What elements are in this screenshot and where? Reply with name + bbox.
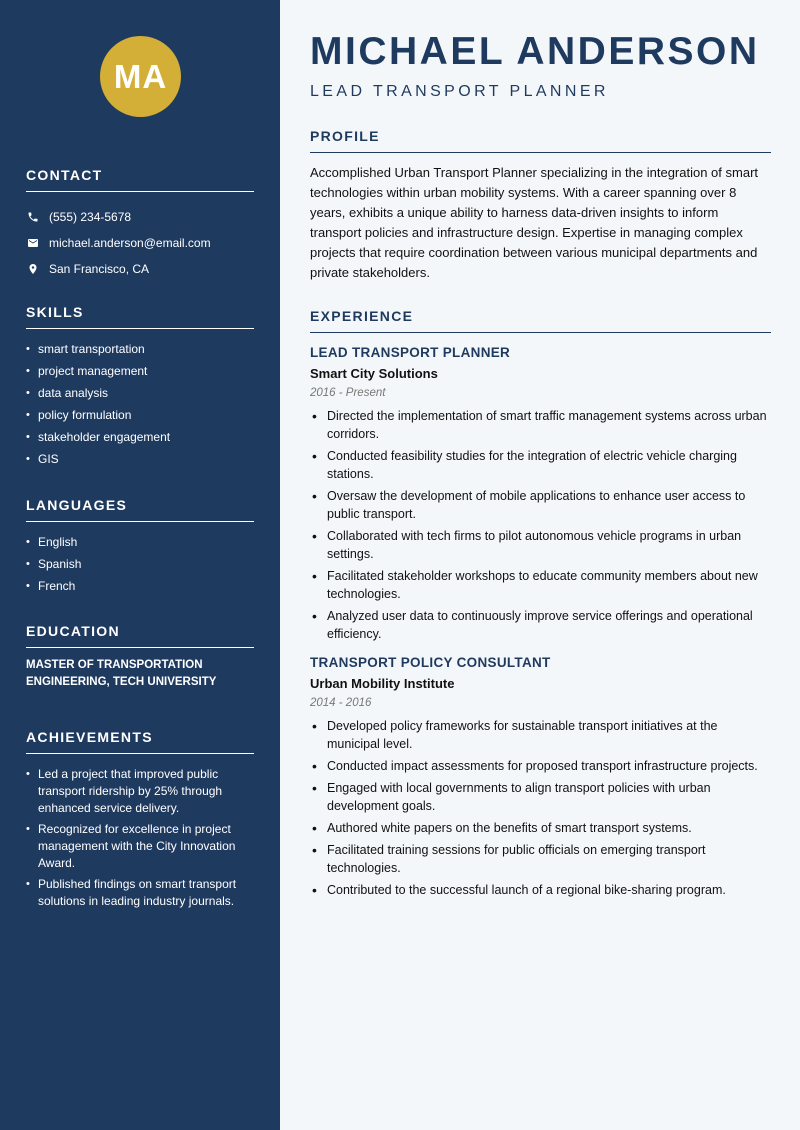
- contact-heading: CONTACT: [26, 167, 254, 192]
- job-title: LEAD TRANSPORT PLANNER: [310, 345, 511, 360]
- job-entry: [310, 345, 771, 643]
- main-content: [280, 0, 800, 1130]
- job-dates: 2016 - Present: [310, 387, 386, 399]
- profile-text: Accomplished Urban Transport Planner specializing in the integration of smart technologies within urban mobility systems. With a career spanning over 8 years, exhibits a unique ability to harness data-driven insights to inform transport policies and infrastructure design. Expertise in managing complex projects that require coordination between various municipal departments and private stakeholders.: [310, 165, 759, 280]
- avatar: [100, 36, 181, 117]
- language-item: • Spanish: [38, 556, 254, 573]
- experience-heading: EXPERIENCE: [310, 308, 771, 333]
- duty-item: • Developed policy frameworks for sustainable transport initiatives at the municipal level.: [327, 717, 771, 753]
- candidate-title: LEAD TRANSPORT PLANNER: [310, 83, 609, 100]
- achievement-item: • Recognized for excellence in project management with the City Innovation Award.: [38, 821, 254, 872]
- avatar-initials: MA: [113, 57, 168, 95]
- skills-heading: SKILLS: [26, 304, 254, 329]
- achievement-item: • Led a project that improved public transport ridership by 25% through enhanced service delivery.: [38, 766, 254, 817]
- candidate-name: MICHAEL ANDERSON: [310, 30, 760, 73]
- profile-section: [310, 128, 771, 283]
- skill-item: • policy formulation: [38, 407, 254, 424]
- sidebar: [0, 0, 280, 1130]
- job-duties: [310, 407, 771, 643]
- language-item: • English: [38, 534, 254, 551]
- achievements-list: [26, 766, 254, 910]
- job-dates: 2014 - 2016: [310, 697, 372, 709]
- education-section: [26, 623, 254, 691]
- location-text: San Francisco, CA: [49, 262, 150, 276]
- education-degree: MASTER OF TRANSPORTATION ENGINEERING, TECH UNIVERSITY: [26, 659, 217, 688]
- languages-heading: LANGUAGES: [26, 497, 254, 522]
- envelope-icon: [26, 237, 39, 250]
- skills-section: [26, 304, 254, 473]
- achievement-item: • Published findings on smart transport solutions in leading industry journals.: [38, 876, 254, 910]
- job-duties: [310, 717, 771, 899]
- languages-list: [26, 534, 254, 595]
- duty-item: • Analyzed user data to continuously improve service offerings and operational efficiency.: [327, 607, 771, 643]
- contact-email: [26, 230, 254, 256]
- duty-item: • Collaborated with tech firms to pilot autonomous vehicle programs in urban settings.: [327, 527, 771, 563]
- education-heading: EDUCATION: [26, 623, 254, 648]
- job-company: Smart City Solutions: [310, 366, 438, 381]
- contact-location: [26, 256, 254, 282]
- duty-item: • Conducted impact assessments for proposed transport infrastructure projects.: [327, 757, 771, 775]
- job-company: Urban Mobility Institute: [310, 676, 455, 691]
- achievements-heading: ACHIEVEMENTS: [26, 729, 254, 754]
- skills-list: [26, 341, 254, 468]
- job-title: TRANSPORT POLICY CONSULTANT: [310, 655, 551, 670]
- achievements-section: [26, 729, 254, 914]
- contact-phone: [26, 204, 254, 230]
- map-pin-icon: [26, 263, 39, 276]
- phone-icon: [26, 211, 39, 224]
- duty-item: • Engaged with local governments to align transport policies with urban development goals.: [327, 779, 771, 815]
- phone-text: (555) 234-5678: [49, 210, 132, 224]
- skill-item: • GIS: [38, 451, 254, 468]
- duty-item: • Contributed to the successful launch of a regional bike-sharing program.: [327, 881, 771, 899]
- duty-item: • Oversaw the development of mobile applications to enhance user access to public transport.: [327, 487, 771, 523]
- duty-item: • Conducted feasibility studies for the integration of electric vehicle charging stations.: [327, 447, 771, 483]
- duty-item: • Authored white papers on the benefits of smart transport systems.: [327, 819, 771, 837]
- contact-section: [26, 167, 254, 282]
- contact-list: [26, 204, 254, 282]
- experience-section: [310, 308, 771, 903]
- languages-section: [26, 497, 254, 600]
- profile-heading: PROFILE: [310, 128, 771, 153]
- duty-item: • Facilitated training sessions for public officials on emerging transport technologies.: [327, 841, 771, 877]
- job-entry: [310, 655, 771, 899]
- email-text[interactable]: michael.anderson@email.com: [49, 236, 211, 250]
- skill-item: • stakeholder engagement: [38, 429, 254, 446]
- language-item: • French: [38, 578, 254, 595]
- skill-item: • data analysis: [38, 385, 254, 402]
- skill-item: • smart transportation: [38, 341, 254, 358]
- duty-item: • Directed the implementation of smart traffic management systems across urban corridors.: [327, 407, 771, 443]
- duty-item: • Facilitated stakeholder workshops to educate community members about new technologies.: [327, 567, 771, 603]
- skill-item: • project management: [38, 363, 254, 380]
